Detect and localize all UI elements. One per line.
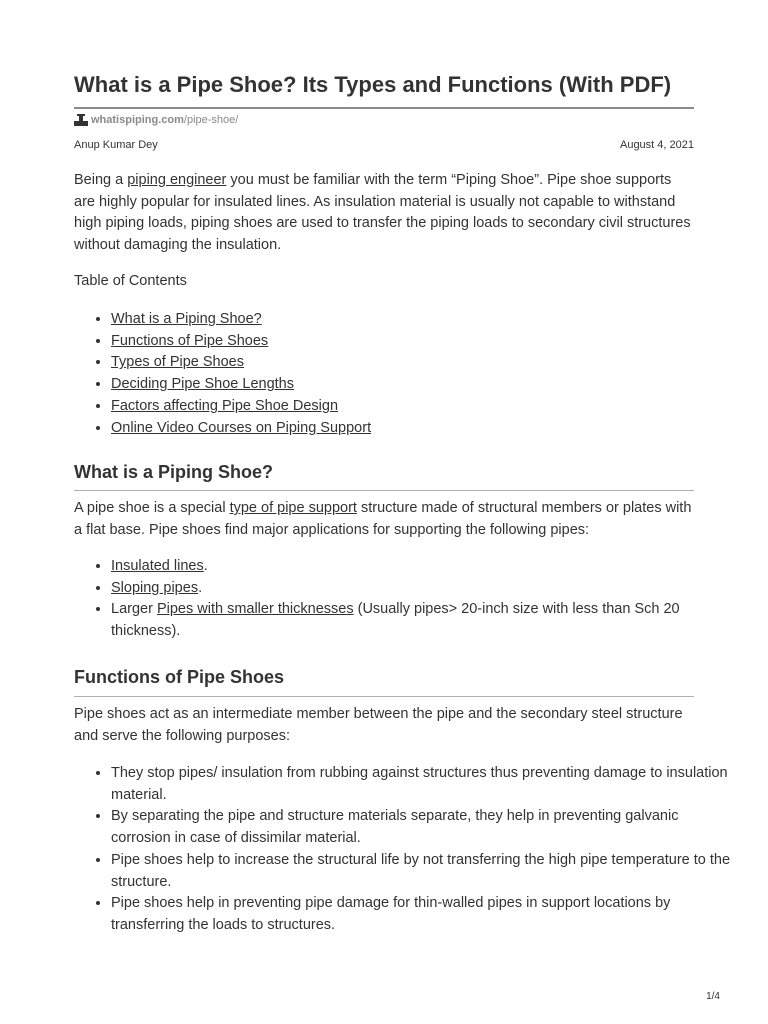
list-item: • Pipe shoes help to increase the structural life by not transferring the high pipe temperature to the structure. — [111, 850, 731, 893]
toc-link-what-is[interactable]: What is a Piping Shoe? — [111, 311, 262, 327]
item-suffix: . — [203, 558, 208, 574]
list-item: • They stop pipes/ insulation from rubbing against structures thus preventing damage to insulation material. — [111, 763, 731, 806]
author-name: Anup Kumar Dey — [74, 139, 158, 151]
link-sloping-pipes[interactable]: Sloping pipes — [111, 579, 199, 596]
source-url[interactable] — [74, 114, 238, 126]
section-heading-what-is: What is a Piping Shoe? — [74, 462, 274, 482]
article-meta — [74, 139, 694, 151]
intro-paragraph — [74, 170, 694, 257]
site-logo-icon — [74, 114, 88, 126]
toc-link-lengths[interactable]: Deciding Pipe Shoe Lengths — [111, 376, 294, 393]
toc-link-functions[interactable]: Functions of Pipe Shoes — [111, 332, 269, 349]
source-domain: whatispiping.com — [91, 114, 184, 126]
toc-link-types[interactable]: Types of Pipe Shoes — [111, 354, 244, 371]
toc-link-courses[interactable]: Online Video Courses on Piping Support — [111, 419, 372, 436]
source-path: /pipe-shoe/ — [183, 114, 239, 126]
toc-item — [111, 418, 731, 440]
page-number: 1/4 — [706, 991, 720, 1002]
list-item — [111, 578, 731, 600]
section2-paragraph: Pipe shoes act as an intermediate member between the pipe and the secondary steel structure and serve the following purposes: — [74, 706, 683, 744]
link-insulated-lines[interactable]: Insulated lines — [111, 558, 204, 574]
item-suffix: (Usually pipes> 20-inch size with less than Sch 20 thickness). — [111, 601, 680, 640]
section-divider — [74, 490, 694, 491]
section-heading-functions: Functions of Pipe Shoes — [74, 667, 285, 687]
toc-item — [111, 352, 731, 374]
toc-item — [111, 309, 731, 331]
item-prefix: Larger — [111, 601, 157, 618]
toc-link-factors[interactable]: Factors affecting Pipe Shoe Design — [111, 397, 339, 414]
intro-text-start: Being a — [74, 172, 128, 188]
page-title: What is a Pipe Shoe? Its Types and Functions (With PDF) — [74, 72, 672, 97]
section1-text-start: A pipe shoe is a special — [74, 500, 230, 516]
list-item: • By separating the pipe and structure materials separate, they help in preventing galvanic corrosion in case of dissimilar material. — [111, 806, 731, 849]
item-suffix: . — [198, 579, 203, 596]
toc-item — [111, 374, 731, 396]
section1-text-end: structure made of structural members or plates with a flat base. Pipe shoes find major applications for supporting the following pipes: — [74, 500, 692, 538]
publish-date: August 4, 2021 — [619, 139, 694, 151]
pipe-types-list — [74, 556, 731, 643]
section1-paragraph — [74, 498, 694, 541]
list-item: • Pipe shoes help in preventing pipe damage for thin-walled pipes in support locations by transferring the loads to structures. — [111, 893, 731, 936]
toc-label: Table of Contents — [74, 273, 187, 289]
list-item — [111, 599, 731, 642]
link-piping-engineer[interactable]: piping engineer — [127, 172, 227, 188]
toc-list — [74, 309, 731, 439]
link-thin-pipes[interactable]: Pipes with smaller thicknesses — [156, 601, 354, 618]
list-item — [111, 556, 731, 578]
title-divider — [74, 107, 694, 109]
section-divider — [74, 696, 694, 697]
functions-list — [74, 763, 731, 937]
intro-text-end: you must be familiar with the term “Piping Shoe”. Pipe shoe supports are highly popular for insulated lines. As insulation material is usually not capable to withstand high piping loads, piping shoes are used to transfer the piping loads to secondary civil structures without damaging the insulation. — [74, 172, 691, 254]
toc-item — [111, 331, 731, 353]
link-type-of-pipe-support[interactable]: type of pipe support — [229, 500, 357, 516]
toc-item — [111, 396, 731, 418]
